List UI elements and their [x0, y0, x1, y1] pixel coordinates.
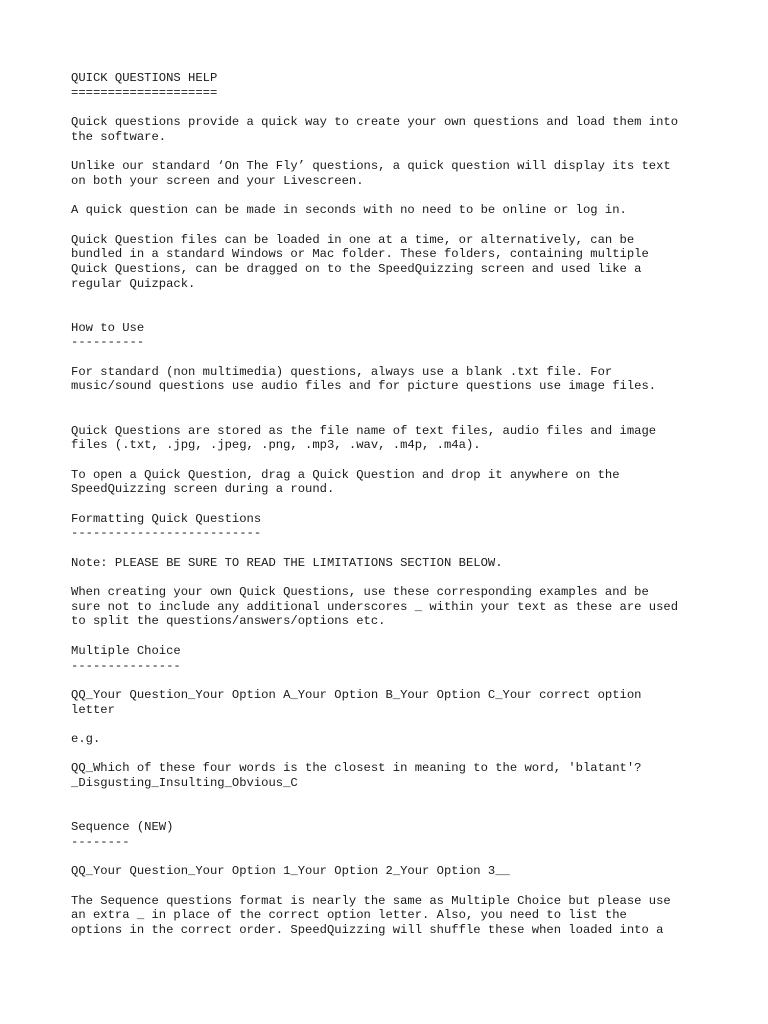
text-line: Unlike our standard ‘On The Fly’ questions, a quick question will display its text — [71, 159, 671, 174]
blank-line — [71, 100, 711, 115]
blank-line — [71, 306, 711, 321]
blank-line — [71, 879, 711, 894]
text-line: SpeedQuizzing screen during a round. — [71, 482, 335, 497]
blank-line — [71, 497, 711, 512]
text-line: sure not to include any additional underscores _ within your text as these are used — [71, 599, 679, 614]
text-line: bundled in a standard Windows or Mac folder. These folders, containing multiple — [71, 247, 649, 262]
text-line: The Sequence questions format is nearly the same as Multiple Choice but please use — [71, 893, 671, 908]
text-line: When creating your own Quick Questions, use these corresponding examples and be — [71, 585, 649, 600]
format-line: QQ_Your Question_Your Option 1_Your Option 2_Your Option 3__ — [71, 864, 510, 879]
format-line: QQ_Your Question_Your Option A_Your Option B_Your Option C_Your correct option — [71, 687, 642, 702]
blank-line — [71, 673, 711, 688]
section-heading-multiple-choice: Multiple Choice — [71, 643, 181, 658]
section-heading-formatting: Formatting Quick Questions — [71, 511, 262, 526]
text-line: files (.txt, .jpg, .jpeg, .png, .mp3, .wav, .m4p, .m4a). — [71, 438, 481, 453]
heading-underline: -------- — [71, 834, 130, 849]
heading-underline: -------------------------- — [71, 526, 262, 541]
text-line: on both your screen and your Livescreen. — [71, 173, 364, 188]
example-line: QQ_Which of these four words is the closest in meaning to the word, 'blatant'? — [71, 761, 642, 776]
text-line: To open a Quick Question, drag a Quick Question and drop it anywhere on the — [71, 467, 620, 482]
heading-underline: --------------- — [71, 658, 181, 673]
text-line: to split the questions/answers/options etc. — [71, 614, 386, 629]
blank-line — [71, 218, 711, 233]
blank-line — [71, 144, 711, 159]
text-line: Quick Questions, can be dragged on to the SpeedQuizzing screen and used like a — [71, 261, 642, 276]
text-line: A quick question can be made in seconds with no need to be online or log in. — [71, 203, 627, 218]
text-line: Quick questions provide a quick way to create your own questions and load them into — [71, 115, 679, 130]
blank-line — [71, 453, 711, 468]
example-line: _Disgusting_Insulting_Obvious_C — [71, 776, 298, 790]
text-line: music/sound questions use audio files and for picture questions use image files. — [71, 379, 657, 394]
title-underline: ==================== — [71, 85, 218, 100]
blank-line — [71, 805, 711, 820]
text-line: e.g. — [71, 731, 101, 746]
text-line: an extra _ in place of the correct option letter. Also, you need to list the — [71, 908, 627, 923]
heading-underline: ---------- — [71, 335, 145, 350]
blank-line — [71, 291, 711, 306]
doc-title: QUICK QUESTIONS HELP — [71, 71, 218, 85]
blank-line — [71, 791, 711, 806]
blank-line — [71, 409, 711, 424]
help-document — [71, 71, 711, 938]
blank-line — [71, 394, 711, 409]
text-line: regular Quizpack. — [71, 276, 196, 291]
blank-line — [71, 629, 711, 644]
section-heading-sequence: Sequence (NEW) — [71, 820, 174, 835]
text-line: Quick Question files can be loaded in one at a time, or alternatively, can be — [71, 232, 635, 247]
text-line: For standard (non multimedia) questions, always use a blank .txt file. For — [71, 364, 613, 379]
text-line: options in the correct order. SpeedQuizzing will shuffle these when loaded into a — [71, 922, 664, 937]
text-line: the software. — [71, 129, 167, 144]
blank-line — [71, 189, 711, 204]
blank-line — [71, 570, 711, 585]
note-line: Note: PLEASE BE SURE TO READ THE LIMITATIONS SECTION BELOW. — [71, 555, 503, 570]
blank-line — [71, 849, 711, 864]
text-line: Quick Questions are stored as the file name of text files, audio files and image — [71, 423, 657, 438]
blank-line — [71, 541, 711, 556]
format-line: letter — [71, 702, 115, 717]
blank-line — [71, 350, 711, 365]
section-heading-how-to-use: How to Use — [71, 320, 145, 335]
blank-line — [71, 747, 711, 762]
blank-line — [71, 717, 711, 732]
